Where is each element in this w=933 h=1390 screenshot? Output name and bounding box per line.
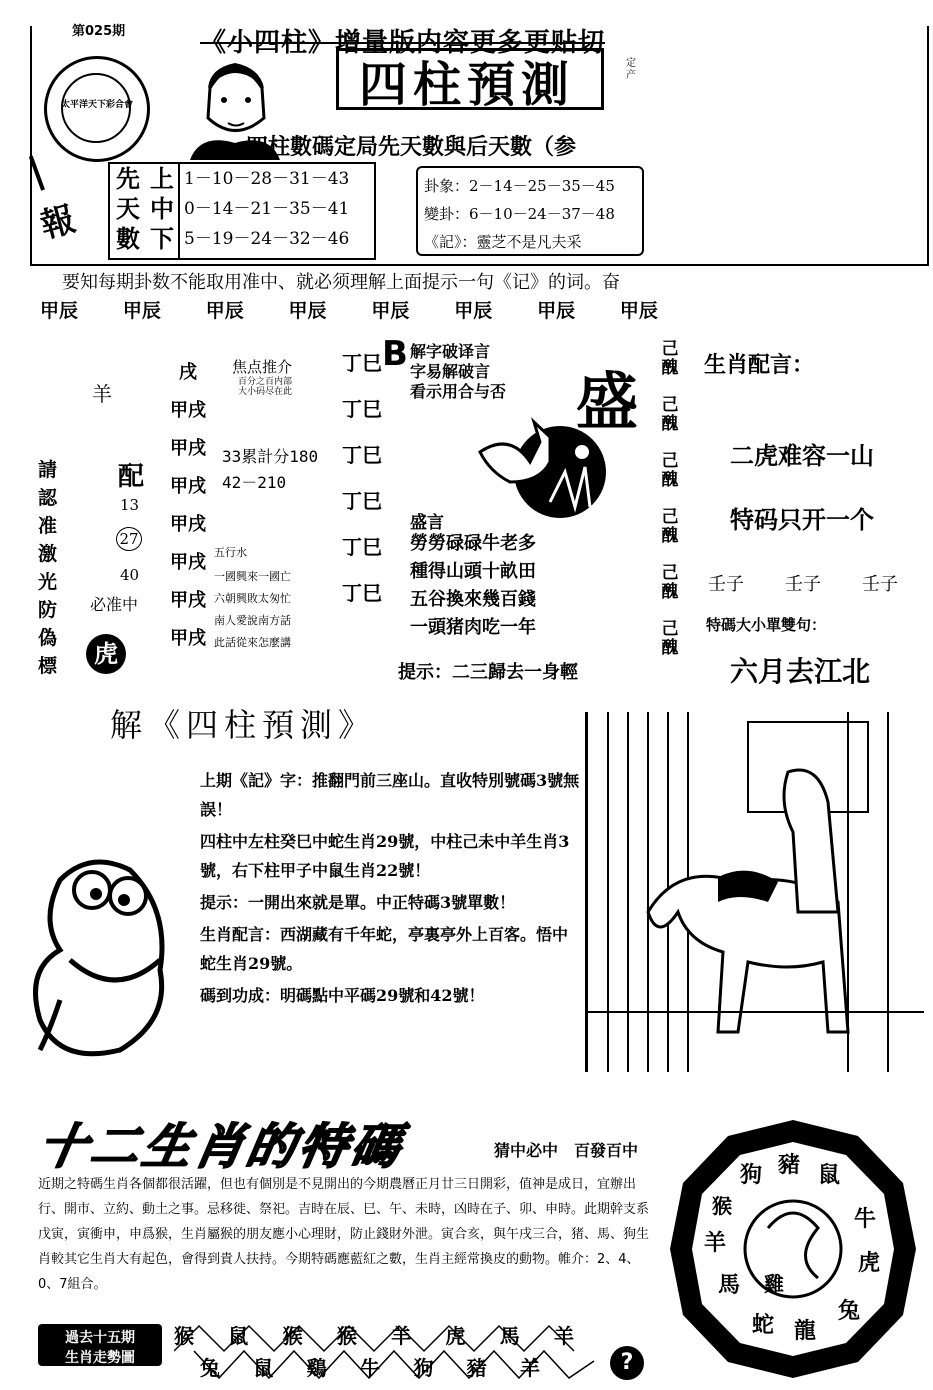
side-note: 定 产 (626, 58, 636, 81)
history-label-line: 過去十五期 (65, 1330, 135, 1346)
zodiac-slogan: 猜中必中 百發百中 (494, 1141, 639, 1160)
page-title: 四柱預測 (358, 57, 575, 113)
ganzhi-label: 甲戌 (170, 438, 206, 459)
vertical-warning (38, 456, 57, 680)
right-panel-label: 特碼大小單雙句： (706, 616, 827, 634)
poem-block (214, 566, 291, 654)
zodiac-cell: 羊 (519, 1356, 540, 1380)
horse-illustration (585, 712, 924, 1072)
poem-line: 六朝興敗太匆忙 (214, 592, 291, 605)
ganzhi-label: 己醜 (661, 507, 679, 546)
intro-line: 字易解破言 (410, 362, 491, 381)
ganzhi-label: 丁巳 (342, 535, 382, 559)
ganzhi-label: 甲戌 (170, 476, 206, 497)
wheel-animal: 龍 (794, 1318, 817, 1344)
jie-body (200, 766, 580, 1010)
jie-paragraph: 四柱中左柱癸巳中蛇生肖29號，中柱己未中羊生肖3號，右下柱甲子中鼠生肖22號！ (200, 832, 570, 880)
jiaxu-column (170, 354, 206, 658)
poem-line: 南人愛說南方話 (214, 614, 291, 627)
intro-line: 解字破译言 (410, 342, 491, 361)
ganzhi-label: 甲辰 (205, 300, 244, 322)
verse-line: 種得山頭十畝田 (410, 561, 536, 582)
zodiac-cell: 豬 (466, 1356, 487, 1380)
jie-paragraph: 上期《記》字：推翻門前三座山。直收特別號碼3號無誤！ (200, 771, 580, 819)
pei-number-1: 13 (120, 496, 140, 514)
header-logo-char: 報 (36, 199, 80, 247)
ganzhi-label: 甲辰 (371, 300, 410, 322)
zodiac-cell: 馬 (499, 1324, 520, 1348)
table-row: 變卦：6－10－24－37－48 (424, 205, 615, 223)
intro-line: 看示用合与否 (410, 382, 507, 401)
verse-title: 盛言 (410, 513, 444, 533)
notice-text: 要知每期卦数不能取用准中、就必须理解上面提示一句《记》的词。奋 (62, 272, 620, 293)
poem-title: 五行水 (214, 546, 247, 559)
ganzhi-label: 己醜 (661, 339, 679, 378)
renzi-row (708, 570, 898, 596)
header-subtitle: 四柱數碼定局先天數與后天數（参 (246, 134, 577, 160)
table-row: 0－14－21－35－41 (184, 199, 350, 219)
question-mark-badge: ? (610, 1346, 644, 1380)
zodiac-cell: 兔 (200, 1356, 220, 1380)
ganzhi-label: 甲戌 (170, 400, 206, 421)
table-row: 1－10－28－31－43 (184, 169, 350, 189)
focus-line1: 33累計分180 (222, 447, 319, 466)
ganzhi-label: 甲辰 (40, 300, 79, 322)
center-b-letter: B (382, 334, 408, 374)
zodiac-cell: 狗 (413, 1356, 434, 1380)
ganzhi-label: 己醜 (661, 619, 679, 658)
ganzhi-label: 甲辰 (122, 300, 161, 322)
right-panel-line1: 二虎难容一山 (730, 442, 874, 470)
number-table-right (416, 166, 644, 256)
jie-paragraph: 提示：一開出來就是單。中正特碼3號單數！ (200, 893, 516, 912)
wheel-animal: 狗 (740, 1162, 763, 1188)
ganzhi-label: 甲戌 (170, 590, 206, 611)
wheel-animal: 鼠 (818, 1162, 841, 1188)
zodiac-cell: 羊 (391, 1324, 412, 1348)
zodiac-cell: 虎 (445, 1324, 466, 1348)
table-col-numbers (178, 164, 374, 258)
jiachen-row (40, 296, 658, 323)
sheep-char: 羊 (92, 382, 112, 406)
number-table-left (108, 162, 376, 260)
ganzhi-label: 甲戌 (170, 628, 206, 649)
focus-sub1: 百分之百内部 (238, 377, 293, 387)
warning-char: 請 (38, 459, 58, 481)
zodiac-cell: 牛 (359, 1356, 380, 1380)
table-cell: 先 (116, 164, 140, 193)
verse-line: 一頭猪肉吃一年 (410, 617, 536, 638)
ganzhi-label: 己醜 (661, 451, 679, 490)
wheel-animal: 虎 (858, 1250, 881, 1276)
verse-line: 五谷換來幾百錢 (410, 589, 536, 610)
zodiac-banner: 十二生肖的特碼 (34, 1119, 409, 1175)
issue-number: 第025期 (72, 24, 126, 39)
table-row: 《記》：靈芝不是凡夫采 (424, 233, 582, 251)
focus-line2: 42－210 (222, 473, 287, 492)
wheel-animal: 馬 (718, 1272, 741, 1298)
ganzhi-label: 甲辰 (619, 300, 658, 322)
cartoon-mascot (20, 850, 200, 1070)
table-row: 卦象：2－14－25－35－45 (424, 177, 615, 195)
history-label-line: 生肖走勢圖 (65, 1350, 135, 1366)
zodiac-cell: 猴 (336, 1324, 357, 1348)
verse-block (410, 530, 536, 642)
jie-paragraph: 碼到功成：明碼點中平碼29號和42號！ (200, 986, 485, 1005)
wheel-animal: 羊 (704, 1230, 727, 1256)
zodiac-cell: 鼠 (228, 1324, 249, 1348)
right-panel-line2: 特码只开一个 (730, 506, 874, 534)
zodiac-cell: 猴 (174, 1324, 194, 1348)
focus-title: 焦点推介 (232, 358, 293, 376)
ganzhi-label: 戌 (179, 362, 197, 383)
table-cell: 天 (116, 194, 140, 223)
table-cell: 上 (150, 164, 174, 193)
focus-sub2: 大小码尽在此 (238, 387, 293, 397)
history-row-2 (200, 1352, 540, 1381)
ganzhi-label: 丁巳 (342, 351, 382, 375)
history-label-box (38, 1324, 162, 1366)
zodiac-cell: 鷄 (306, 1356, 327, 1380)
ganzhi-label: 壬子 (785, 574, 821, 595)
right-panel-title: 生肖配言： (704, 352, 815, 378)
jie-paragraph: 生肖配言：西湖藏有千年蛇，亭裏亭外上百客。悟中蛇生肖29號。 (200, 925, 569, 973)
poem-line: 一國興來一國亡 (214, 570, 291, 583)
wheel-animal: 兔 (838, 1298, 861, 1324)
warning-char: 准 (38, 515, 58, 537)
tiger-badge: 虎 (86, 634, 126, 674)
ganzhi-label: 甲辰 (288, 300, 327, 322)
center-hint: 提示：二三歸去一身輕 (398, 662, 578, 683)
zodiac-body: 近期之特碼生肖各個都很活躍，但也有個別是不見開出的今期農曆正月廿三日開彩，值神是成日，宜辦出行、開市、立約、動土之事。忌移徙、祭祀。吉時在辰、巳、午、未時，凶時在子、卯、申時。此期幹支系戊寅，寅衝申，申爲猴，生肖屬猴的朋友應小心理財，防止錢財外泄。寅合亥，與午戌三合，猪、馬、狗生肖較其它生肖大有起色，會得到貴人扶持。今期特碼應藍紅之數，生肖主經常換皮的動物。帷介：2、4、0、7組合。 (38, 1177, 650, 1292)
warning-char: 防 (38, 599, 58, 621)
ganzhi-label: 丁巳 (342, 397, 382, 421)
pei-char: 配 (118, 462, 145, 492)
warning-char: 激 (38, 543, 58, 565)
ganzhi-label: 丁巳 (342, 443, 382, 467)
ganzhi-label: 甲戌 (170, 514, 206, 535)
ganzhi-label: 己醜 (661, 563, 679, 602)
center-intro (410, 342, 506, 402)
zodiac-cell: 鼠 (253, 1356, 274, 1380)
table-cell: 中 (150, 194, 174, 223)
dingsi-column (342, 340, 382, 616)
poem-line: 此話從來怎麼講 (214, 636, 291, 649)
warning-char: 認 (38, 487, 58, 509)
seal-text: 太平洋天下彩合會 (60, 100, 133, 110)
table-col-xiantian (110, 164, 146, 258)
rabbit-emblem (470, 412, 610, 522)
pei-number-3: 40 (120, 566, 140, 584)
right-panel-phrase: 六月去江北 (730, 655, 871, 688)
warning-char: 光 (38, 571, 58, 593)
jichou-column (660, 340, 680, 658)
wheel-animal: 猴 (712, 1194, 732, 1218)
verse-line: 勞勞碌碌牛老多 (410, 533, 536, 554)
center-big-char: 盛 (576, 365, 639, 438)
jie-title: 解《四柱預測》 (110, 706, 377, 744)
table-cell: 下 (150, 224, 174, 253)
wheel-animal: 牛 (854, 1206, 877, 1232)
wheel-animal: 豬 (778, 1152, 801, 1178)
bizhun-label: 必准中 (90, 595, 139, 614)
ganzhi-label: 甲戌 (170, 552, 206, 573)
ganzhi-label: 己醜 (661, 395, 679, 434)
table-col-position (146, 164, 178, 258)
ganzhi-label: 甲辰 (454, 300, 493, 322)
zodiac-wheel (668, 1118, 918, 1380)
header-slogan: 《小四柱》增量版内容更多更贴切 (200, 28, 606, 58)
pei-number-2: 27 (116, 527, 142, 551)
wheel-animal: 雞 (764, 1272, 784, 1296)
ganzhi-label: 丁巳 (342, 489, 382, 513)
ganzhi-label: 丁巳 (342, 581, 382, 605)
ganzhi-label: 甲辰 (537, 300, 576, 322)
zodiac-cell: 羊 (553, 1324, 574, 1348)
wheel-animal: 蛇 (752, 1312, 775, 1338)
ganzhi-label: 壬子 (862, 574, 898, 595)
zodiac-cell: 猴 (282, 1324, 303, 1348)
warning-char: 偽 (38, 627, 58, 649)
warning-char: 標 (38, 655, 58, 677)
table-row: 5－19－24－32－46 (184, 229, 350, 249)
ganzhi-label: 壬子 (708, 574, 744, 595)
table-cell: 數 (116, 224, 140, 253)
